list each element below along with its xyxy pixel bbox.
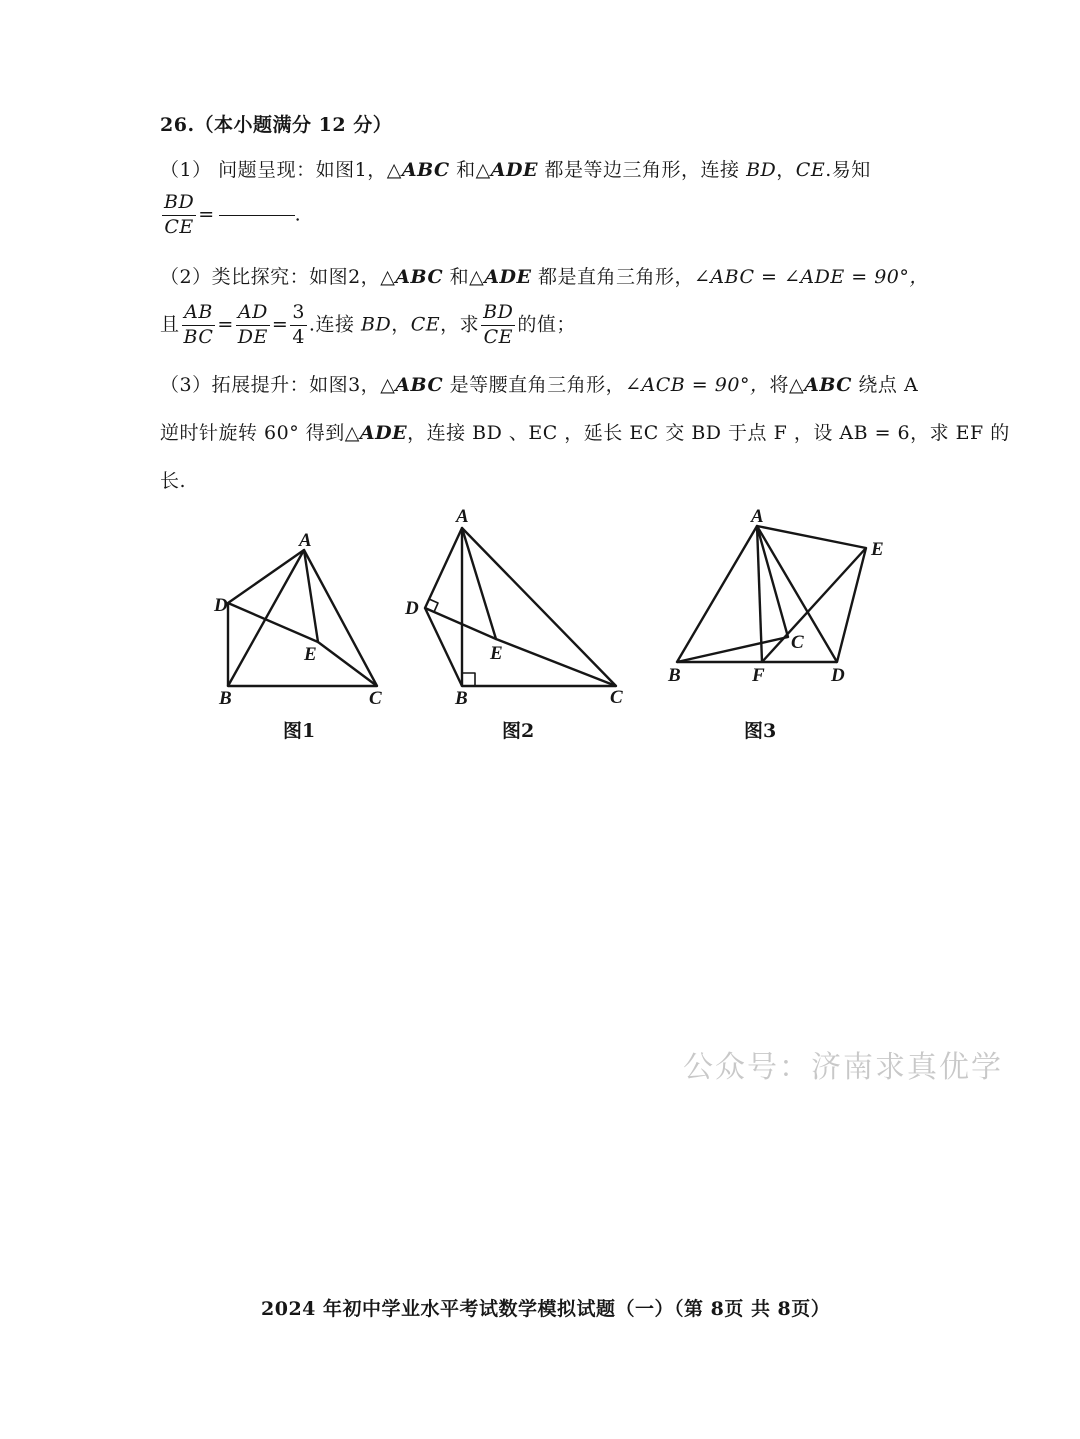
part2-ask: ，求 — [440, 313, 480, 336]
part2-seg2: CE — [410, 313, 441, 336]
part1-fraction — [162, 192, 196, 239]
fig2-triangle-ade — [425, 528, 496, 639]
fig2-label-e: E — [490, 643, 503, 664]
fig3-label-d: D — [831, 665, 845, 686]
fig1-caption: 图1 — [283, 720, 316, 742]
part2-frac-ad-de — [236, 302, 270, 349]
part3-tri2: △ADE — [344, 422, 408, 444]
fig1-segment-ce — [318, 642, 377, 686]
part2-frac-3-4 — [290, 302, 307, 349]
part2-angle-cond: ∠ABC = ∠ADE = 90°， — [693, 266, 929, 288]
part2-line2-start: 且 — [160, 313, 180, 336]
fig3-segment-af — [757, 526, 762, 662]
frac-den: BC — [183, 325, 214, 348]
part3-line1-mid: 是等腰直角三角形， — [443, 374, 626, 396]
fig1-label-c: C — [369, 688, 382, 709]
fig2-label-d: D — [405, 598, 419, 619]
fig2-label-c: C — [610, 687, 623, 708]
watermark: 公众号：济南求真优学 — [683, 1050, 1003, 1085]
part2-prefix: （2）类比探究：如图2， — [160, 266, 381, 288]
part1-eq: = — [198, 203, 215, 226]
answer-blank — [219, 215, 295, 216]
fig2-segment-bd — [425, 608, 462, 686]
fig1-triangle-abc — [228, 550, 377, 686]
part1-end: . — [294, 203, 302, 226]
part3-line2-b: ，连接 BD 、EC ，延长 EC 交 BD 于点 F ，设 AB = 6，求 EF 的 — [407, 422, 1010, 444]
part1-seg1: BD — [746, 159, 777, 181]
fig2-label-b: B — [455, 688, 468, 709]
part1-tri2: △ADE — [475, 159, 538, 181]
part1-comma: ， — [776, 159, 796, 181]
fig3-label-b: B — [668, 665, 681, 686]
part3-line1-prefix: （3）拓展提升：如图3， — [160, 374, 381, 396]
fig3-label-f: F — [752, 665, 765, 686]
fig2-caption: 图2 — [502, 720, 535, 742]
part2-connect: .连接 — [308, 313, 362, 336]
frac-den: DE — [237, 325, 268, 348]
frac-num: AB — [182, 302, 215, 326]
fig3-label-a: A — [751, 506, 764, 527]
figure-1 — [205, 522, 405, 722]
part3-line2 — [160, 418, 1010, 445]
fig2-segment-ce — [496, 639, 616, 686]
question-header: 26.（本小题满分 12 分） — [160, 114, 393, 136]
part1-frac-den: CE — [164, 215, 194, 238]
part1-tri1: △ABC — [386, 159, 450, 181]
fig3-triangle-abc — [677, 526, 788, 662]
part3-tri1b: △ABC — [788, 374, 852, 396]
fig1-label-a: A — [299, 530, 312, 551]
fig3-triangle-ade — [757, 526, 866, 662]
part1-mid: 都是等边三角形，连接 — [537, 159, 747, 181]
fig2-label-a: A — [456, 506, 469, 527]
frac-num: BD — [481, 302, 515, 326]
part2-seg1: BD — [361, 313, 392, 336]
part2-mid: 都是直角三角形， — [531, 266, 694, 288]
part1-seg2: CE — [795, 159, 826, 181]
part2-tail: 的值； — [517, 313, 576, 336]
part2-tri1: △ABC — [380, 266, 444, 288]
part3-line1 — [160, 370, 918, 397]
page-footer: 2024 年初中学业水平考试数学模拟试题（一）（第 8页 共 8页） — [261, 1298, 831, 1320]
fig3-caption: 图3 — [744, 720, 777, 742]
fig3-label-c: C — [791, 632, 804, 653]
part2-frac-ab-bc — [182, 302, 216, 349]
part2-and: 和 — [443, 266, 470, 288]
part3-tri1: △ABC — [380, 374, 444, 396]
part1-frac-num: BD — [162, 192, 196, 216]
figure-2 — [400, 500, 640, 720]
part3-angle: ∠ACB = 90°， — [625, 374, 770, 396]
part1-suffix: .易知 — [825, 159, 871, 181]
fig1-label-b: B — [219, 688, 232, 709]
part2-line2: 且 $\frac{AB}{BC}$ = $\frac{AD}{DE}$ = $\frac{3}{4}$ .连接 BD，CE，求 $\frac{BD}{CE}$ 的值； — [160, 301, 576, 348]
part2-line1 — [160, 262, 929, 289]
part3-line3: 长. — [160, 470, 187, 492]
part1-line2 — [160, 192, 301, 239]
frac-num: AD — [236, 302, 270, 326]
part2-tri2: △ADE — [469, 266, 532, 288]
fig1-triangle-ade — [228, 550, 318, 642]
part2-frac-bd-ce — [481, 302, 515, 349]
fig2-right-angle-b — [462, 673, 475, 686]
frac-num: 3 — [290, 302, 307, 326]
fig1-label-e: E — [304, 644, 317, 665]
fig3-label-e: E — [871, 539, 884, 560]
part1-line1 — [160, 155, 871, 182]
part3-line2-a: 逆时针旋转 60° 得到 — [160, 422, 345, 444]
frac-den: CE — [483, 325, 513, 348]
part3-line1-tail: 将 — [769, 374, 789, 396]
fig1-label-d: D — [214, 595, 228, 616]
frac-den: 4 — [292, 325, 305, 348]
part1-prefix: （1） 问题呈现：如图1， — [160, 159, 387, 181]
figure-3 — [660, 500, 900, 700]
part2-comma: ， — [391, 313, 411, 336]
part3-rot: 绕点 A — [851, 374, 919, 396]
part1-and: 和 — [449, 159, 476, 181]
